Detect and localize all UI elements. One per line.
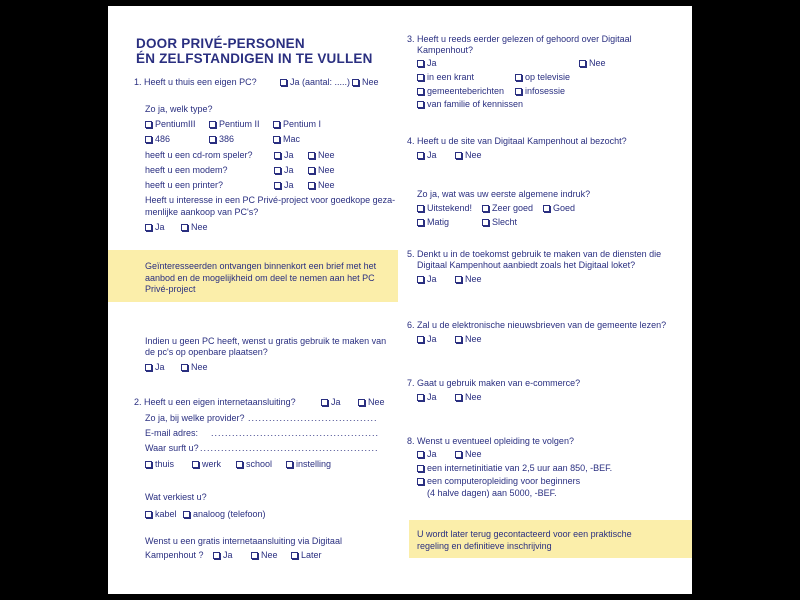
free-use-nee-option[interactable]: Nee — [181, 362, 208, 373]
page-title: DOOR PRIVÉ-PERSONEN ÉN ZELFSTANDIGEN IN TE VULLEN — [136, 36, 373, 66]
provider-input[interactable]: ..................................... — [248, 413, 378, 423]
q4-nee-option[interactable]: Nee — [455, 150, 482, 161]
q1-ja-option[interactable]: Ja (aantal: .....) — [280, 77, 350, 88]
training-option-1[interactable]: een internetinitiatie van 2,5 uur aan 850, -BEF. — [417, 463, 612, 474]
interest-question-line1: Heeft u interesse in een PC Privé-project voor goedkope geza- — [145, 195, 396, 205]
type-option[interactable]: 386 — [209, 134, 234, 145]
where-label: Waar surft u? — [145, 443, 199, 453]
free-conn-nee-option[interactable]: Nee — [251, 550, 278, 561]
q1-type-question: Zo ja, welk type? — [145, 104, 213, 114]
q6-ja-option[interactable]: Ja — [417, 334, 437, 345]
q8-question: 8. Wenst u eventueel opleiding te volgen? — [407, 436, 574, 446]
interest-question-line2: menlijke aankoop van PC's? — [145, 207, 259, 217]
source-option[interactable]: op televisie — [515, 72, 570, 83]
form-page — [108, 6, 692, 594]
printer-question: heeft u een printer? — [145, 180, 224, 190]
modem-question: heeft u een modem? — [145, 165, 228, 175]
source-option[interactable]: infosessie — [515, 86, 565, 97]
place-option[interactable]: instelling — [286, 459, 331, 470]
free-use-ja-option[interactable]: Ja — [145, 362, 165, 373]
q3-question-line2: Kampenhout? — [417, 45, 474, 55]
place-option[interactable]: school — [236, 459, 272, 470]
q3-ja-option[interactable]: Ja — [417, 58, 437, 69]
q7-question: 7. Gaat u gebruik maken van e-commerce? — [407, 378, 581, 388]
source-option[interactable]: in een krant — [417, 72, 474, 83]
type-option[interactable]: PentiumIII — [145, 119, 196, 130]
q5-question-line2: Digitaal Kampenhout aanbiedt zoals het Digitaal loket? — [417, 260, 636, 270]
type-option[interactable]: Pentium II — [209, 119, 260, 130]
source-option[interactable]: gemeenteberichten — [417, 86, 504, 97]
interest-nee-option[interactable]: Nee — [181, 222, 208, 233]
q2-nee-option[interactable]: Nee — [358, 397, 385, 408]
cdrom-nee-option[interactable]: Nee — [308, 150, 335, 161]
impression-question: Zo ja, wat was uw eerste algemene indruk? — [417, 189, 591, 199]
printer-nee-option[interactable]: Nee — [308, 180, 335, 191]
q5-nee-option[interactable]: Nee — [455, 274, 482, 285]
type-option[interactable]: Pentium I — [273, 119, 321, 130]
rating-option[interactable]: Slecht — [482, 217, 517, 228]
q4-ja-option[interactable]: Ja — [417, 150, 437, 161]
rating-option[interactable]: Zeer goed — [482, 203, 533, 214]
preference-question: Wat verkiest u? — [145, 492, 207, 502]
q7-ja-option[interactable]: Ja — [417, 392, 437, 403]
training-option-2-detail: (4 halve dagen) aan 5000, -BEF. — [427, 488, 557, 498]
type-option[interactable]: 486 — [145, 134, 170, 145]
pref-option[interactable]: analoog (telefoon) — [183, 509, 266, 520]
where-input[interactable]: ................................................... — [200, 443, 379, 453]
cdrom-ja-option[interactable]: Ja — [274, 150, 294, 161]
modem-nee-option[interactable]: Nee — [308, 165, 335, 176]
rating-option[interactable]: Matig — [417, 217, 449, 228]
email-input[interactable]: ................................................ — [211, 428, 380, 438]
free-connection-line1: Wenst u een gratis internetaansluiting via Digitaal — [145, 536, 342, 546]
q7-nee-option[interactable]: Nee — [455, 392, 482, 403]
q1-question: 1. Heeft u thuis een eigen PC? — [134, 77, 257, 87]
free-connection-line2: Kampenhout ? — [145, 550, 204, 560]
cdrom-question: heeft u een cd-rom speler? — [145, 150, 253, 160]
modem-ja-option[interactable]: Ja — [274, 165, 294, 176]
q1-nee-option[interactable]: Nee — [352, 77, 379, 88]
q1-highlight-text: Geïnteresseerden ontvangen binnenkort een brief met het aanbod en de mogelijkheid om deel te nemen aan het PC Privé-project — [145, 261, 377, 294]
place-option[interactable]: thuis — [145, 459, 174, 470]
q4-question: 4. Heeft u de site van Digitaal Kampenhout al bezocht? — [407, 136, 627, 146]
q1-nee-checkbox[interactable] — [352, 79, 359, 86]
q3-question-line1: 3. Heeft u reeds eerder gelezen of gehoord over Digitaal — [407, 34, 632, 44]
free-conn-later-option[interactable]: Later — [291, 550, 322, 561]
q6-nee-option[interactable]: Nee — [455, 334, 482, 345]
free-use-line1: Indien u geen PC heeft, wenst u gratis gebruik te maken van — [145, 336, 387, 346]
q3-nee-option[interactable]: Nee — [579, 58, 606, 69]
q6-question: 6. Zal u de elektronische nieuwsbrieven van de gemeente lezen? — [407, 320, 667, 330]
q5-question-line1: 5. Denkt u in de toekomst gebruik te maken van de diensten die — [407, 249, 662, 259]
rating-option[interactable]: Goed — [543, 203, 575, 214]
free-use-line2: de pc's op openbare plaatsen? — [145, 347, 268, 357]
q8-highlight-text: U wordt later terug gecontacteerd voor een praktische regeling en definitieve inschrijving — [417, 529, 632, 551]
q8-nee-option[interactable]: Nee — [455, 449, 482, 460]
free-conn-ja-option[interactable]: Ja — [213, 550, 233, 561]
q5-ja-option[interactable]: Ja — [417, 274, 437, 285]
provider-label: Zo ja, bij welke provider? — [145, 413, 245, 423]
email-label: E-mail adres: — [145, 428, 199, 438]
q1-ja-checkbox[interactable] — [280, 79, 287, 86]
printer-ja-option[interactable]: Ja — [274, 180, 294, 191]
interest-ja-option[interactable]: Ja — [145, 222, 165, 233]
type-option[interactable]: Mac — [273, 134, 300, 145]
source-option[interactable]: van familie of kennissen — [417, 99, 523, 110]
q2-question: 2. Heeft u een eigen internetaansluiting? — [134, 397, 296, 407]
rating-option[interactable]: Uitstekend! — [417, 203, 472, 214]
q8-ja-option[interactable]: Ja — [417, 449, 437, 460]
pref-option[interactable]: kabel — [145, 509, 177, 520]
training-option-2[interactable]: een computeropleiding voor beginners — [417, 476, 580, 487]
place-option[interactable]: werk — [192, 459, 221, 470]
q2-ja-option[interactable]: Ja — [321, 397, 341, 408]
